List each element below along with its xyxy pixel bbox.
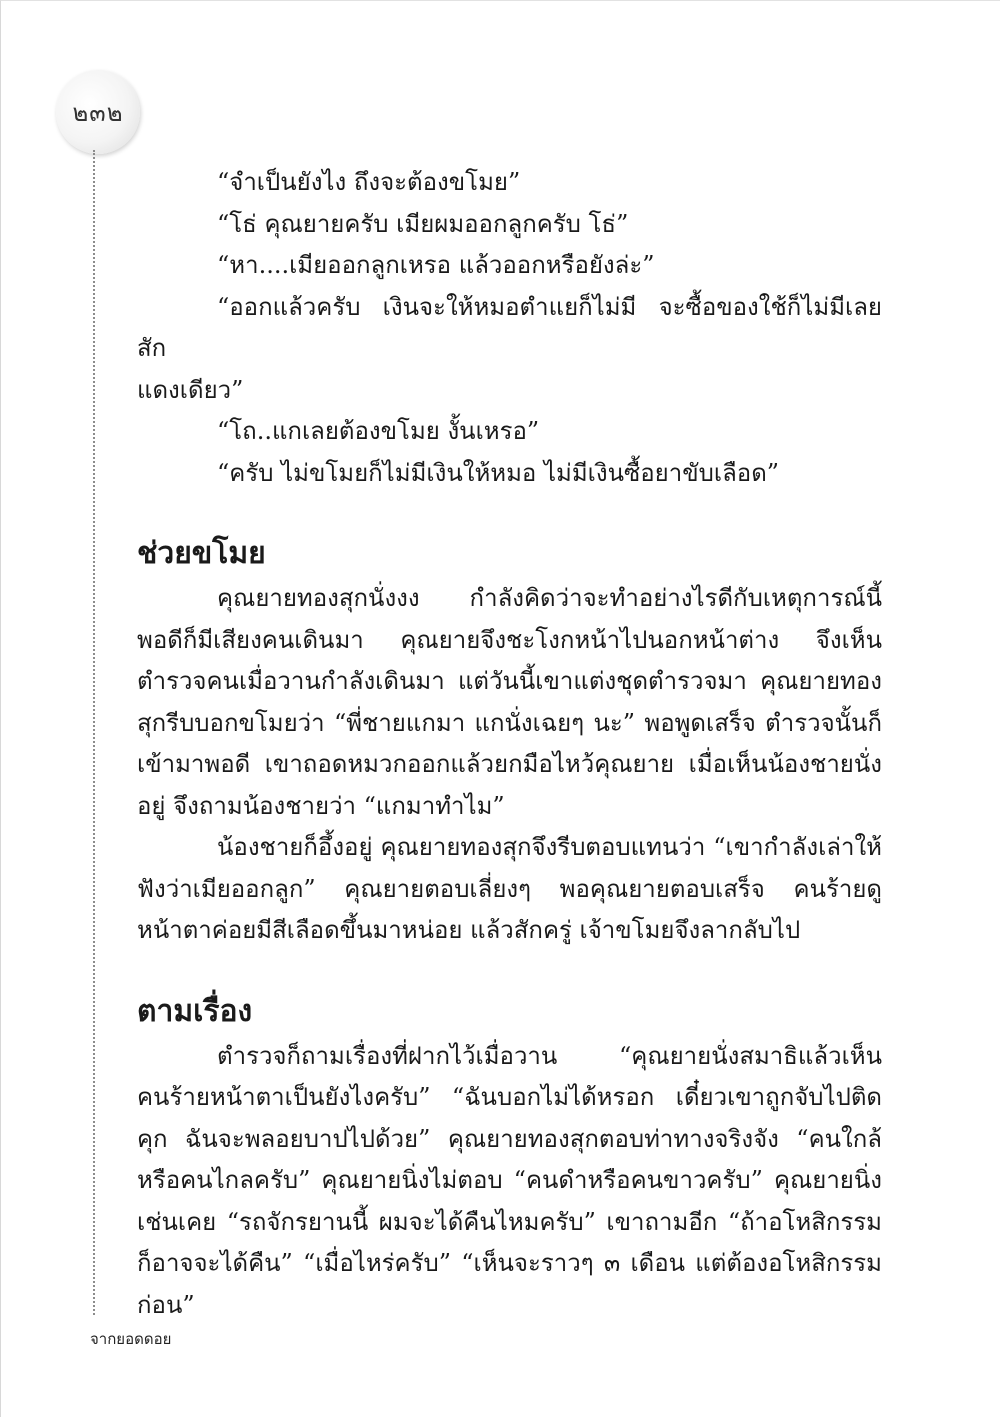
body-paragraph: ตำรวจก็ถามเรื่องที่ฝากไว้เมื่อวาน “คุณยายนั่งสมาธิแล้วเห็นคนร้ายหน้าตาเป็นยังไงครับ” “ฉันบอกไม่ได้หรอก เดี๋ยวเขาถูกจับไปติดคุก ฉันจะพลอยบาปไปด้วย” คุณยายทองสุกตอบท่าทางจริงจัง “คนใกล้หรือคนไกลครับ” คุณยายนิ่งไม่ตอบ “คนดำหรือคนขาวครับ” คุณยายนิ่งเช่นเคย “รถจักรยานนี้ ผมจะได้คืนไหมครับ” เขาถามอีก “ถ้าอโหสิกรรม ก็อาจจะได้คืน” “เมื่อไหร่ครับ” “เห็นจะราวๆ ๓ เดือน แต่ต้องอโหสิกรรมก่อน” [137,1041,882,1319]
dotted-margin-rule [93,150,95,1315]
dialogue-line: “โธ่ คุณยายครับ เมียผมออกลูกครับ โธ่” [217,209,629,238]
page-number: ๒๓๒ [72,98,124,127]
dialogue-line: “ออกแล้วครับ เงินจะให้หมอตำแยก็ไม่มี จะซื้อของใช้ก็ไม่มีเลยสัก [137,292,882,362]
section-heading: ช่วยขโมย [137,536,266,571]
dialogue-line: “โถ..แกเลยต้องขโมย งั้นเหรอ” [217,417,540,445]
dialogue-line: “ครับ ไม่ขโมยก็ไม่มีเงินให้หมอ ไม่มีเงินซื้อยาขับเลือด” [217,458,780,487]
body-paragraph: คุณยายทองสุกนั่งงง กำลังคิดว่าจะทำอย่างไรดีกับเหตุการณ์นี้ พอดีก็มีเสียงคนเดินมา คุณยายจึงชะโงกหน้าไปนอกหน้าต่าง จึงเห็นตำรวจคนเมื่อวานกำลังเดินมา แต่วันนี้เขาแต่งชุดตำรวจมา คุณยายทองสุกรีบบอกขโมยว่า “พี่ชายแกมา แกนั่งเฉยๆ นะ” พอพูดเสร็จ ตำรวจนั้นก็เข้ามาพอดี เขาถอดหมวกออกแล้วยกมือไหว้คุณยาย เมื่อเห็นน้องชายนั่งอยู่ จึงถามน้องชายว่า “แกมาทำไม” [137,584,882,820]
dialogue-line-continued: แดงเดียว” [137,375,244,404]
dialogue-line: “จำเป็นยังไง ถึงจะต้องขโมย” [217,168,521,196]
body-paragraph: น้องชายก็อึ้งอยู่ คุณยายทองสุกจึงรีบตอบแทนว่า “เขากำลังเล่าให้ฟังว่าเมียออกลูก” คุณยายตอบเลี่ยงๆ พอคุณยายตอบเสร็จ คนร้ายดูหน้าตาค่อยมีสีเลือดขึ้นมาหน่อย แล้วสักครู่ เจ้าขโมยจึงลากลับไป [137,833,882,944]
section-heading: ตามเรื่อง [137,993,253,1029]
dialogue-line: “หา....เมียออกลูกเหรอ แล้วออกหรือยังล่ะ” [217,251,655,279]
book-title-footer: จากยอดดอย [90,1330,172,1348]
page-number-badge [56,70,140,154]
page-content [137,162,882,1326]
